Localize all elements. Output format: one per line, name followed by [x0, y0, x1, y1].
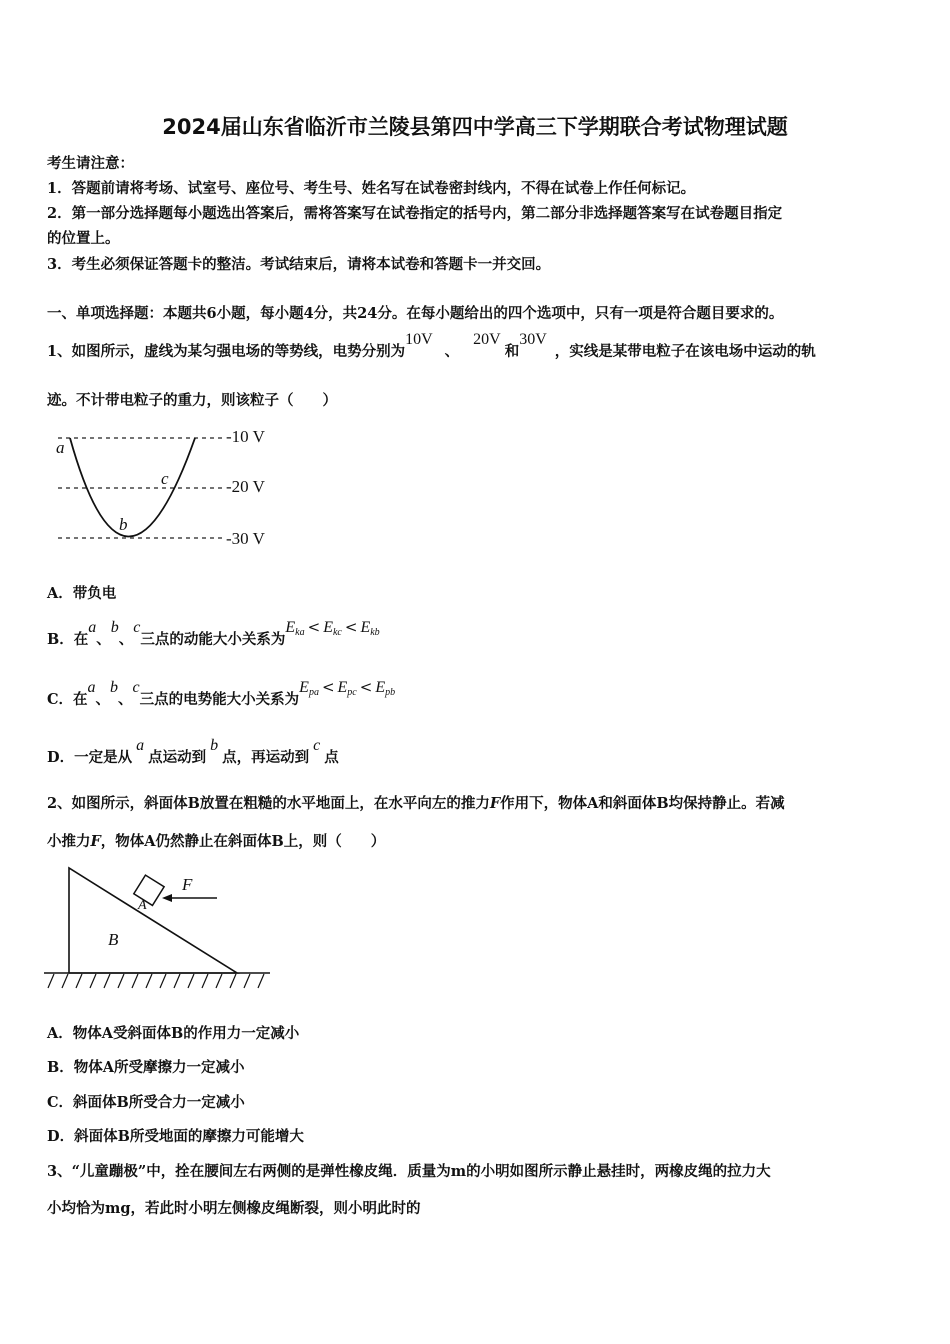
- opt-b-lt2: <: [344, 618, 358, 636]
- opt-c-e2-sub: pc: [347, 687, 357, 698]
- q2-line-2: [47, 830, 385, 851]
- q1-option-c: [47, 678, 396, 710]
- point-b-label: b: [119, 515, 128, 534]
- opt-c-pre: C．在: [47, 691, 88, 708]
- opt-d-end: 点: [324, 749, 339, 766]
- notice-item-2: 2．第一部分选择题每小题选出答案后，需将答案写在试卷指定的括号内，第二部分非选择题答案写在试卷题目指定: [47, 205, 783, 222]
- page-title: 2024届山东省临沂市兰陵县第四中学高三下学期联合考试物理试题: [162, 115, 788, 139]
- notice-item-3: 3．考生必须保证答题卡的整洁。考试结束后，请将本试卷和答题卡一并交回。: [47, 256, 551, 273]
- opt-c-lt1: <: [321, 678, 335, 696]
- particle-trajectory: [70, 438, 195, 537]
- opt-d-a: a: [136, 737, 145, 754]
- opt-c-s1: 、: [95, 691, 111, 708]
- notice-heading: 考生请注意：: [47, 155, 134, 172]
- q1-option-d: [47, 737, 339, 767]
- opt-c-s2: 、: [118, 691, 133, 708]
- opt-b-e2: E: [323, 619, 333, 636]
- opt-b-s1: 、: [96, 631, 111, 648]
- opt-c-b: b: [110, 679, 119, 696]
- q2-line2-b: ，物体A仍然静止在斜面体B上，则（ ）: [100, 833, 386, 850]
- q2-line1-a: 2、如图所示，斜面体B放置在粗糙的水平地面上，在水平向左的推力: [47, 795, 490, 812]
- q2-line1-b: 作用下，物体A和斜面体B均保持静止。若减: [500, 795, 785, 812]
- opt-b-lt1: <: [307, 618, 321, 636]
- q1-text-a: 1、如图所示，虚线为某匀强电场的等势线，电势分别为: [47, 343, 406, 360]
- opt-b-mid: 三点的动能大小关系为: [140, 631, 286, 648]
- q2-line2-a: 小推力: [47, 833, 91, 850]
- opt-b-pre: B．在: [47, 631, 89, 648]
- opt-d-m2: 点，再运动到: [222, 749, 310, 766]
- section-heading: 一、单项选择题：本题共6小题，每小题4分，共24分。在每小题给出的四个选项中，只有一项是符合题目要求的。: [47, 305, 784, 322]
- q1-equipotential-figure: [50, 420, 290, 555]
- opt-c-expression: [299, 677, 395, 696]
- q1-sep1: 、: [444, 343, 460, 360]
- opt-c-e1-sub: pa: [308, 687, 319, 698]
- opt-c-lt2: <: [359, 678, 373, 696]
- q1-v3: 30V: [519, 331, 547, 348]
- opt-c-e3: E: [375, 679, 386, 696]
- block-b-label: B: [108, 930, 119, 949]
- q1-sep2: 和: [504, 343, 520, 360]
- q1-option-b: [47, 618, 380, 650]
- ground-hatching: [48, 974, 264, 988]
- label-line2: -20 V: [226, 477, 265, 496]
- opt-b-e1-sub: ka: [295, 627, 305, 638]
- q2-option-c: C．斜面体B所受合力一定减小: [47, 1094, 245, 1111]
- force-label: F: [182, 875, 193, 894]
- opt-d-pre: D．一定是从: [47, 749, 133, 766]
- q2-force-f-2: F: [90, 833, 101, 850]
- opt-d-c: c: [313, 737, 321, 754]
- opt-b-e2-sub: kc: [332, 627, 342, 638]
- opt-c-e3-sub: pb: [385, 687, 396, 698]
- q1-v2: 20V: [473, 331, 501, 348]
- q2-option-b: B．物体A所受摩擦力一定减小: [47, 1059, 245, 1076]
- q2-option-a: A．物体A受斜面体B的作用力一定减小: [47, 1025, 300, 1042]
- opt-b-b: b: [110, 619, 119, 636]
- opt-c-e2: E: [337, 679, 348, 696]
- force-arrow-head: [162, 894, 172, 902]
- point-c-label: c: [161, 469, 169, 488]
- q2-force-f: F: [489, 795, 501, 812]
- q2-line-1: [47, 792, 785, 813]
- label-line3: -30 V: [226, 529, 265, 548]
- notice-item-2-cont: 的位置上。: [47, 230, 120, 247]
- q1-line-1: [47, 331, 816, 361]
- label-line1: -10 V: [226, 427, 265, 446]
- opt-b-c: c: [133, 619, 141, 636]
- opt-c-c: c: [132, 679, 140, 696]
- q1-option-a: A．带负电: [47, 585, 117, 602]
- q1-v1: 10V: [405, 331, 433, 348]
- opt-d-b: b: [210, 737, 219, 754]
- opt-b-a: a: [88, 619, 97, 636]
- point-a-label: a: [56, 438, 65, 457]
- q3-line-1: 3、“儿童蹦极”中，拴在腰间左右两侧的是弹性橡皮绳．质量为m的小明如图所示静止悬挂时，两橡皮绳的拉力大: [47, 1163, 771, 1180]
- q1-text-b: ，实线是某带电粒子在该电场中运动的轨: [554, 343, 816, 360]
- q3-line-2: 小均恰为mg，若此时小明左侧橡皮绳断裂，则小明此时的: [47, 1200, 421, 1217]
- opt-b-s2: 、: [118, 631, 134, 648]
- opt-b-e1: E: [285, 619, 296, 636]
- q2-option-d: D．斜面体B所受地面的摩擦力可能增大: [47, 1128, 304, 1145]
- opt-b-e3: E: [360, 619, 371, 636]
- opt-c-mid: 三点的电势能大小关系为: [139, 691, 300, 708]
- q2-incline-figure: [44, 862, 279, 997]
- notice-item-1: 1．答题前请将考场、试室号、座位号、考生号、姓名写在试卷密封线内，不得在试卷上作任何标记。: [47, 180, 696, 197]
- opt-c-a: a: [87, 679, 96, 696]
- opt-b-expression: [285, 617, 379, 636]
- opt-b-e3-sub: kb: [370, 627, 380, 638]
- q1-line-2: 迹。不计带电粒子的重力，则该粒子（ ）: [47, 392, 337, 409]
- opt-d-m1: 点运动到: [148, 749, 207, 766]
- opt-c-e1: E: [299, 679, 309, 696]
- block-a-label: A: [138, 898, 147, 913]
